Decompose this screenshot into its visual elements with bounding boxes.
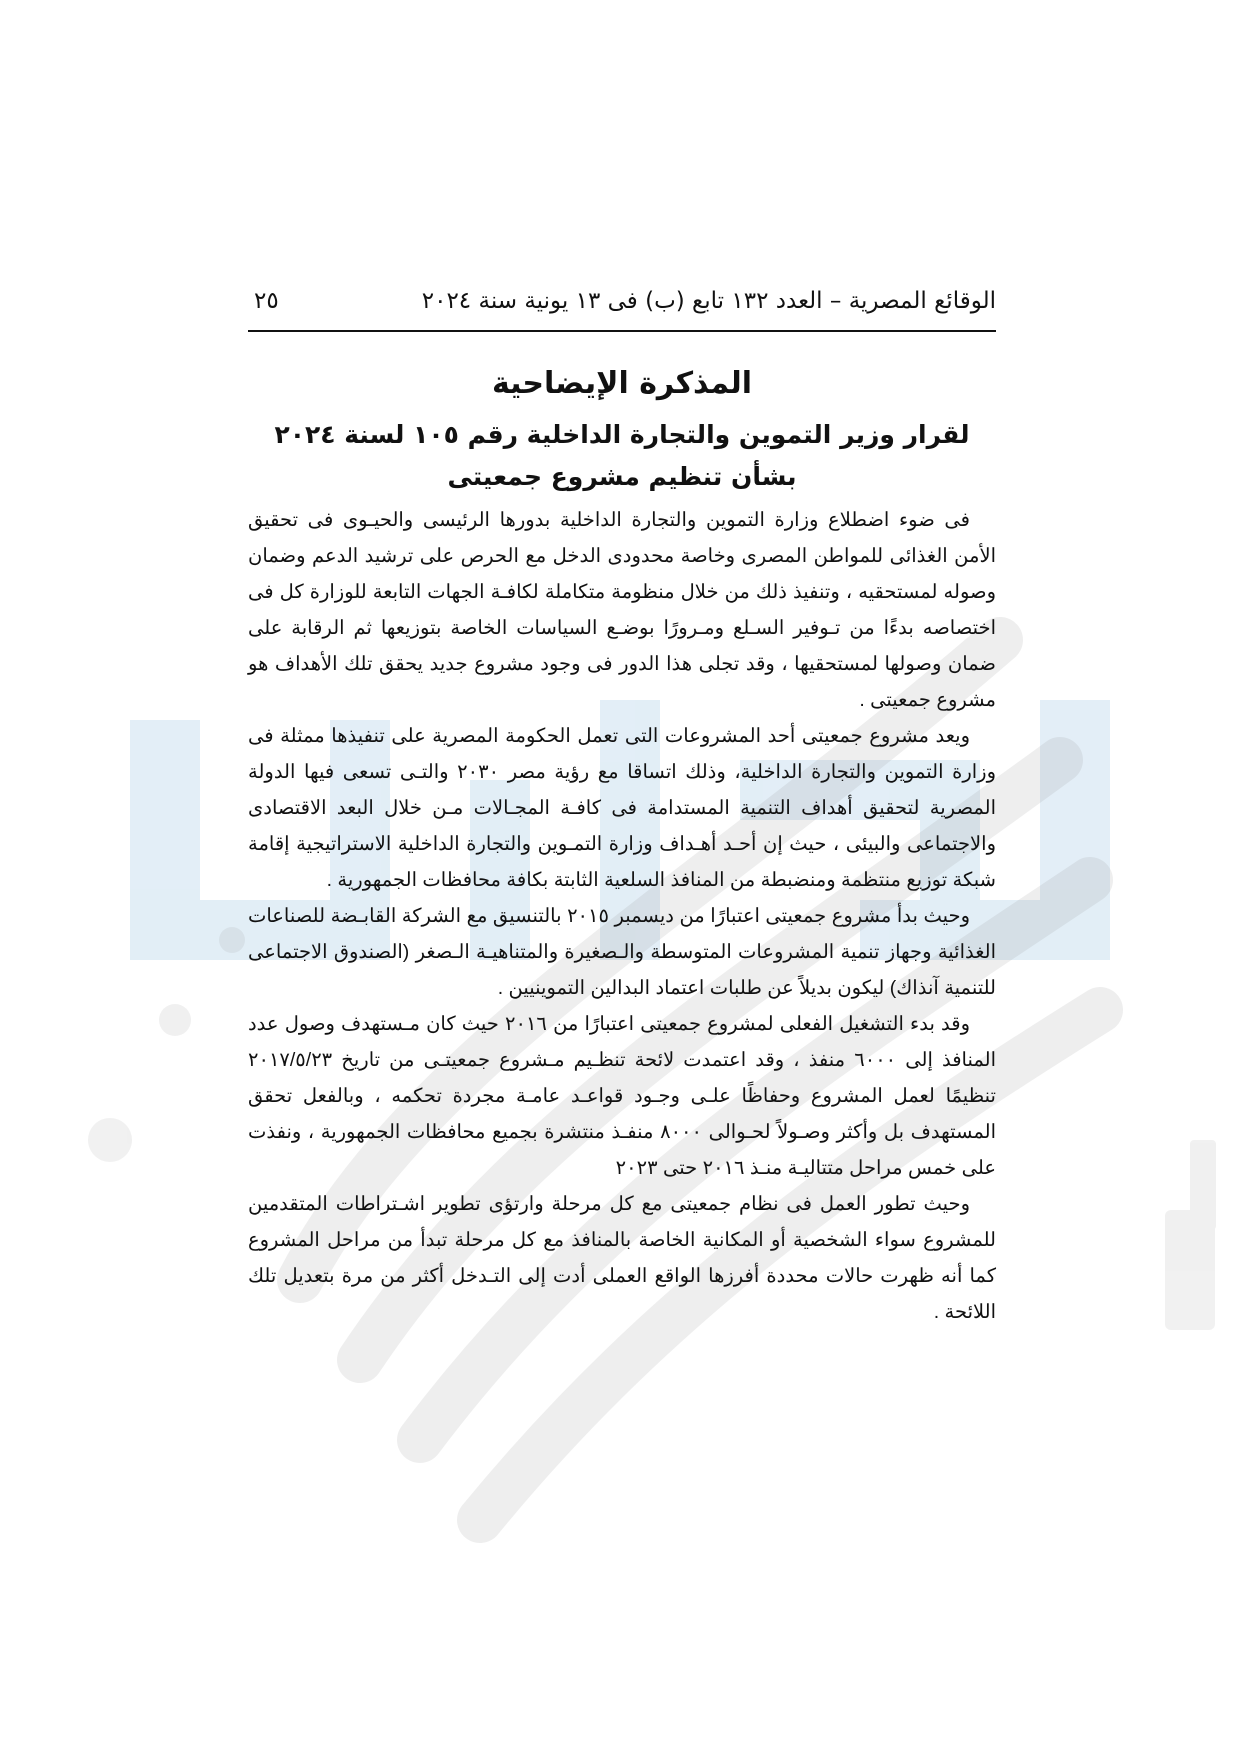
paragraph: وقد بدء التشغيل الفعلى لمشروع جمعيتى اعتبارًا من ٢٠١٦ حيث كان مـستهدف وصول عدد المنافذ إلى ٦٠٠٠ منفذ ، وقد اعتمدت لائحة تنظـيم مـشروع جمعيتـى من تاريخ ٢٠١٧/٥/٢٣ تنظيمًا لعمل المشروع وحفاظًا علـى وجـود قواعـد عامـة مجردة تحكمه ، وبالفعل تحقق المستهدف بل وأكثر وصـولاً لحـوالى ٨٠٠٠ منفـذ منتشرة بجميع محافظات الجمهورية ، ونفذت على خمس مراحل متتاليـة منـذ ٢٠١٦ حتى ٢٠٢٣ (248, 1013, 997, 1179)
paragraph: وحيث بدأ مشروع جمعيتى اعتبارًا من ديسمبر ٢٠١٥ بالتنسيق مع الشركة القابـضة للصناعات الغذائية وجهاز تنمية المشروعات المتوسطة والـصغيرة والمتناهيـة الـصغر (الصندوق الاجتماعى للتنمية آنذاك) ليكون بديلاً عن طلبات اعتماد البدالين التموينيين . (248, 905, 996, 999)
page-number: ٢٥ (254, 288, 279, 314)
document-body (248, 502, 996, 1330)
document-subheading-decree: لقرار وزير التموين والتجارة الداخلية رقم ١٠٥ لسنة ٢٠٢٤ (274, 420, 970, 449)
running-title: الوقائع المصرية – العدد ١٣٢ تابع (ب) فى ١٣ يونية سنة ٢٠٢٤ (421, 288, 996, 314)
paragraph: وحيث تطور العمل فى نظام جمعيتى مع كل مرحلة وارتؤى تطوير اشـتراطات المتقدمين للمشروع سواء الشخصية أو المكانية الخاصة بالمنافذ مع كل مرحلة تبدأ من مراحل المشروع كما أنه ظهرت حالات محددة أفرزها الواقع العملى أدت إلى التـدخل أكثر من مرة بتعديل تلك اللائحة . (248, 1193, 996, 1323)
document-subheading-subject: بشأن تنظيم مشروع جمعيتى (447, 462, 797, 491)
paragraph: فى ضوء اضطلاع وزارة التموين والتجارة الداخلية بدورها الرئيسى والحيـوى فى تحقيق الأمن الغذائى للمواطن المصرى وخاصة محدودى الدخل مع الحرص على ترشيد الدعم وضمان وصوله لمستحقيه ، وتنفيذ ذلك من خلال منظومة متكاملة لكافـة الجهات التابعة للوزارة كل فى اختصاصه بدءًا من تـوفير السـلع ومـرورًا بوضـع السياسات الخاصة بتوزيعها ثم الرقابة على ضمان وصولها لمستحقيها ، وقد تجلى هذا الدور فى وجود مشروع جديد يحقق تلك الأهداف هو مشروع جمعيتى . (248, 509, 996, 711)
page-header (248, 282, 996, 332)
document-heading: المذكرة الإيضاحية (491, 366, 753, 401)
paragraph: ويعد مشروع جمعيتى أحد المشروعات التى تعمل الحكومة المصرية على تنفيذها ممثلة فى وزارة التموين والتجارة الداخلية، وذلك اتساقا مع رؤية مصر ٢٠٣٠ والتـى تسعى فيها الدولة المصرية لتحقيق أهداف التنمية المستدامة فى كافـة المجـالات مـن خلال البعد الاقتصادى والاجتماعى والبيئى ، حيث إن أحـد أهـداف وزارة التمـوين والتجارة الداخلية الاستراتيجية إقامة شبكة توزيع منتظمة ومنضبطة من المنافذ السلعية الثابتة بكافة محافظات الجمهورية . (248, 725, 996, 891)
